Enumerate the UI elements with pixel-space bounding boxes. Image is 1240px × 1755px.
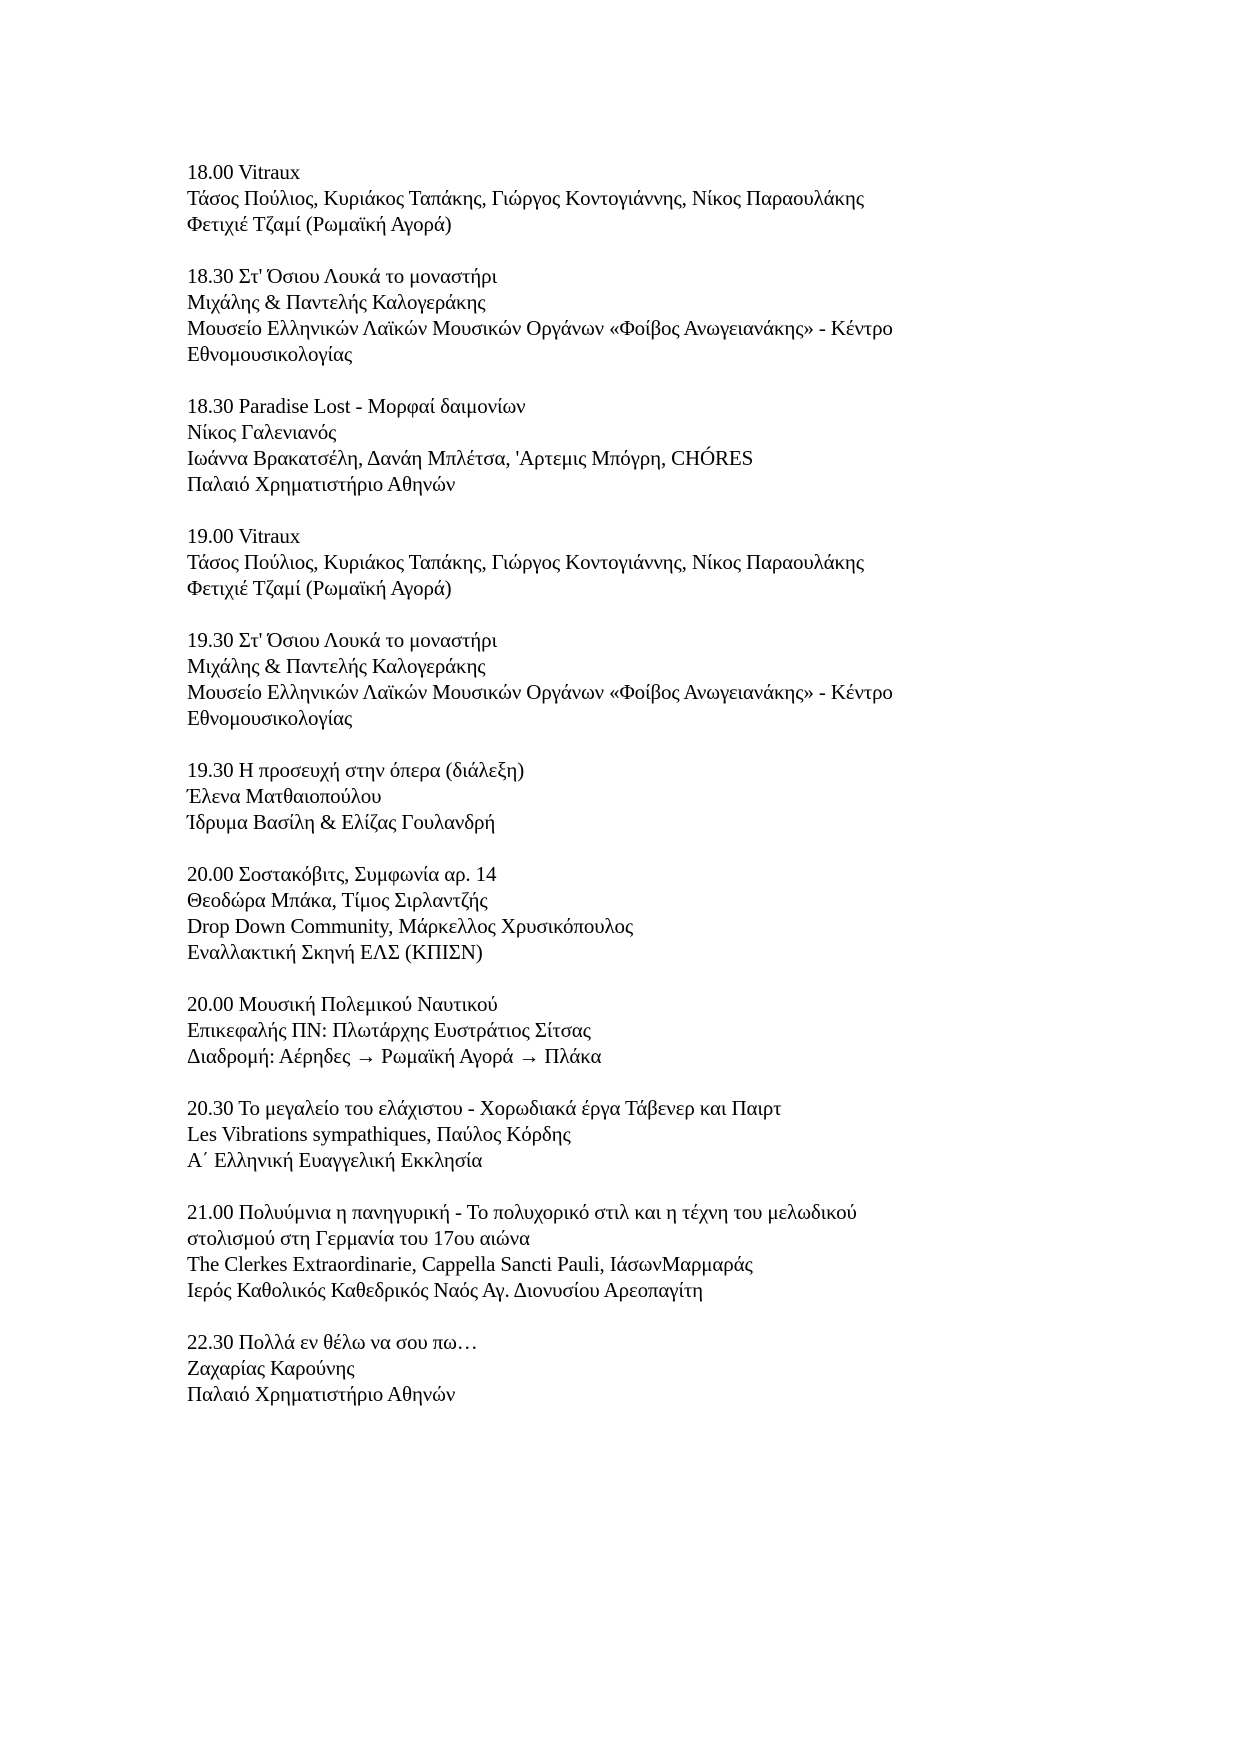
event-heading [187,263,1087,289]
event-time: 19.00 [187,524,234,548]
event-venue: Μουσείο Ελληνικών Λαϊκών Μουσικών Οργάνων «Φοίβος Ανωγειανάκης» - Κέντρο [187,316,893,340]
event-title: Πολλά εν θέλω να σου πω… [238,1330,478,1354]
event-venue: Παλαιό Χρηματιστήριο Αθηνών [187,1382,456,1406]
event-performers: Drop Down Community, Μάρκελλος Χρυσικόπουλος [187,914,633,938]
event-performers: Ιωάννα Βρακατσέλη, Δανάη Μπλέτσα, 'Αρτεμις Μπόγρη, CHÓRES [187,446,754,470]
event-entry [187,991,1087,1069]
event-entry [187,757,1087,835]
event-heading [187,159,1087,185]
event-title: Μουσική Πολεμικού Ναυτικού [238,992,498,1016]
event-heading [187,523,1087,549]
event-heading [187,861,1087,887]
event-title-continued: στολισμού στη Γερμανία του 17ου αιώνα [187,1226,530,1250]
event-heading [187,1095,1087,1121]
event-director: Νίκος Γαλενιανός [187,420,337,444]
event-time: 19.30 [187,758,234,782]
event-entry [187,627,1087,731]
event-entry [187,523,1087,601]
event-venue: Φετιχιέ Τζαμί (Ρωμαϊκή Αγορά) [187,212,452,236]
event-performers: Ζαχαρίας Καρούνης [187,1356,355,1380]
event-heading [187,1329,1087,1355]
event-soloists: Θεοδώρα Μπάκα, Τίμος Σιρλαντζής [187,888,488,912]
event-venue: Μουσείο Ελληνικών Λαϊκών Μουσικών Οργάνων «Φοίβος Ανωγειανάκης» - Κέντρο [187,680,893,704]
event-heading [187,991,1087,1017]
event-title: Στ' Όσιου Λουκά το μοναστήρι [238,628,497,652]
event-time: 22.30 [187,1330,234,1354]
event-venue: Α΄ Ελληνική Ευαγγελική Εκκλησία [187,1148,483,1172]
event-venue: Παλαιό Χρηματιστήριο Αθηνών [187,472,456,496]
event-time: 21.00 [187,1200,234,1224]
event-venue-continued: Εθνομουσικολογίας [187,342,353,366]
event-venue: Εναλλακτική Σκηνή ΕΛΣ (ΚΠΙΣΝ) [187,940,483,964]
event-entry [187,1199,1087,1303]
event-title: Η προσευχή στην όπερα (διάλεξη) [238,758,525,782]
event-title: Σοστακόβιτς, Συμφωνία αρ. 14 [238,862,497,886]
event-route: Διαδρομή: Αέρηδες → Ρωμαϊκή Αγορά → Πλάκα [187,1044,602,1068]
program-document [187,159,1087,1433]
event-time: 20.30 [187,1096,234,1120]
event-heading [187,393,1087,419]
event-performers: Les Vibrations sympathiques, Παύλος Κόρδης [187,1122,571,1146]
event-heading [187,1199,1087,1225]
event-speaker: Έλενα Ματθαιοπούλου [187,784,382,808]
event-performers: Μιχάλης & Παντελής Καλογεράκης [187,290,486,314]
event-entry [187,1329,1087,1407]
event-performers: Μιχάλης & Παντελής Καλογεράκης [187,654,486,678]
event-time: 18.00 [187,160,234,184]
event-entry [187,393,1087,497]
event-time: 18.30 [187,394,234,418]
event-entry [187,861,1087,965]
event-performers: Τάσος Πούλιος, Κυριάκος Ταπάκης, Γιώργος Κοντογιάννης, Νίκος Παραουλάκης [187,186,864,210]
event-venue: Ιερός Καθολικός Καθεδρικός Ναός Αγ. Διονυσίου Αρεοπαγίτη [187,1278,703,1302]
event-conductor: Επικεφαλής ΠΝ: Πλωτάρχης Ευστράτιος Σίτσας [187,1018,591,1042]
event-title: Vitraux [238,160,301,184]
event-time: 20.00 [187,992,234,1016]
event-time: 20.00 [187,862,234,886]
event-title: Το μεγαλείο του ελάχιστου - Χορωδιακά έργα Τάβενερ και Παιρτ [238,1096,782,1120]
event-title: Στ' Όσιου Λουκά το μοναστήρι [238,264,497,288]
event-entry [187,1095,1087,1173]
event-venue: Ίδρυμα Βασίλη & Ελίζας Γουλανδρή [187,810,496,834]
event-time: 19.30 [187,628,234,652]
event-title: Πολυύμνια η πανηγυρική - Το πολυχορικό στιλ και η τέχνη του μελωδικού [238,1200,857,1224]
event-title: Vitraux [238,524,301,548]
event-performers: The Clerkes Extraordinarie, Cappella Sancti Pauli, ΙάσωνΜαρμαράς [187,1252,753,1276]
event-performers: Τάσος Πούλιος, Κυριάκος Ταπάκης, Γιώργος Κοντογιάννης, Νίκος Παραουλάκης [187,550,864,574]
event-title: Paradise Lost - Μορφαί δαιμονίων [238,394,526,418]
event-heading [187,627,1087,653]
event-time: 18.30 [187,264,234,288]
event-venue-continued: Εθνομουσικολογίας [187,706,353,730]
event-venue: Φετιχιέ Τζαμί (Ρωμαϊκή Αγορά) [187,576,452,600]
event-heading [187,757,1087,783]
event-entry [187,159,1087,237]
event-entry [187,263,1087,367]
